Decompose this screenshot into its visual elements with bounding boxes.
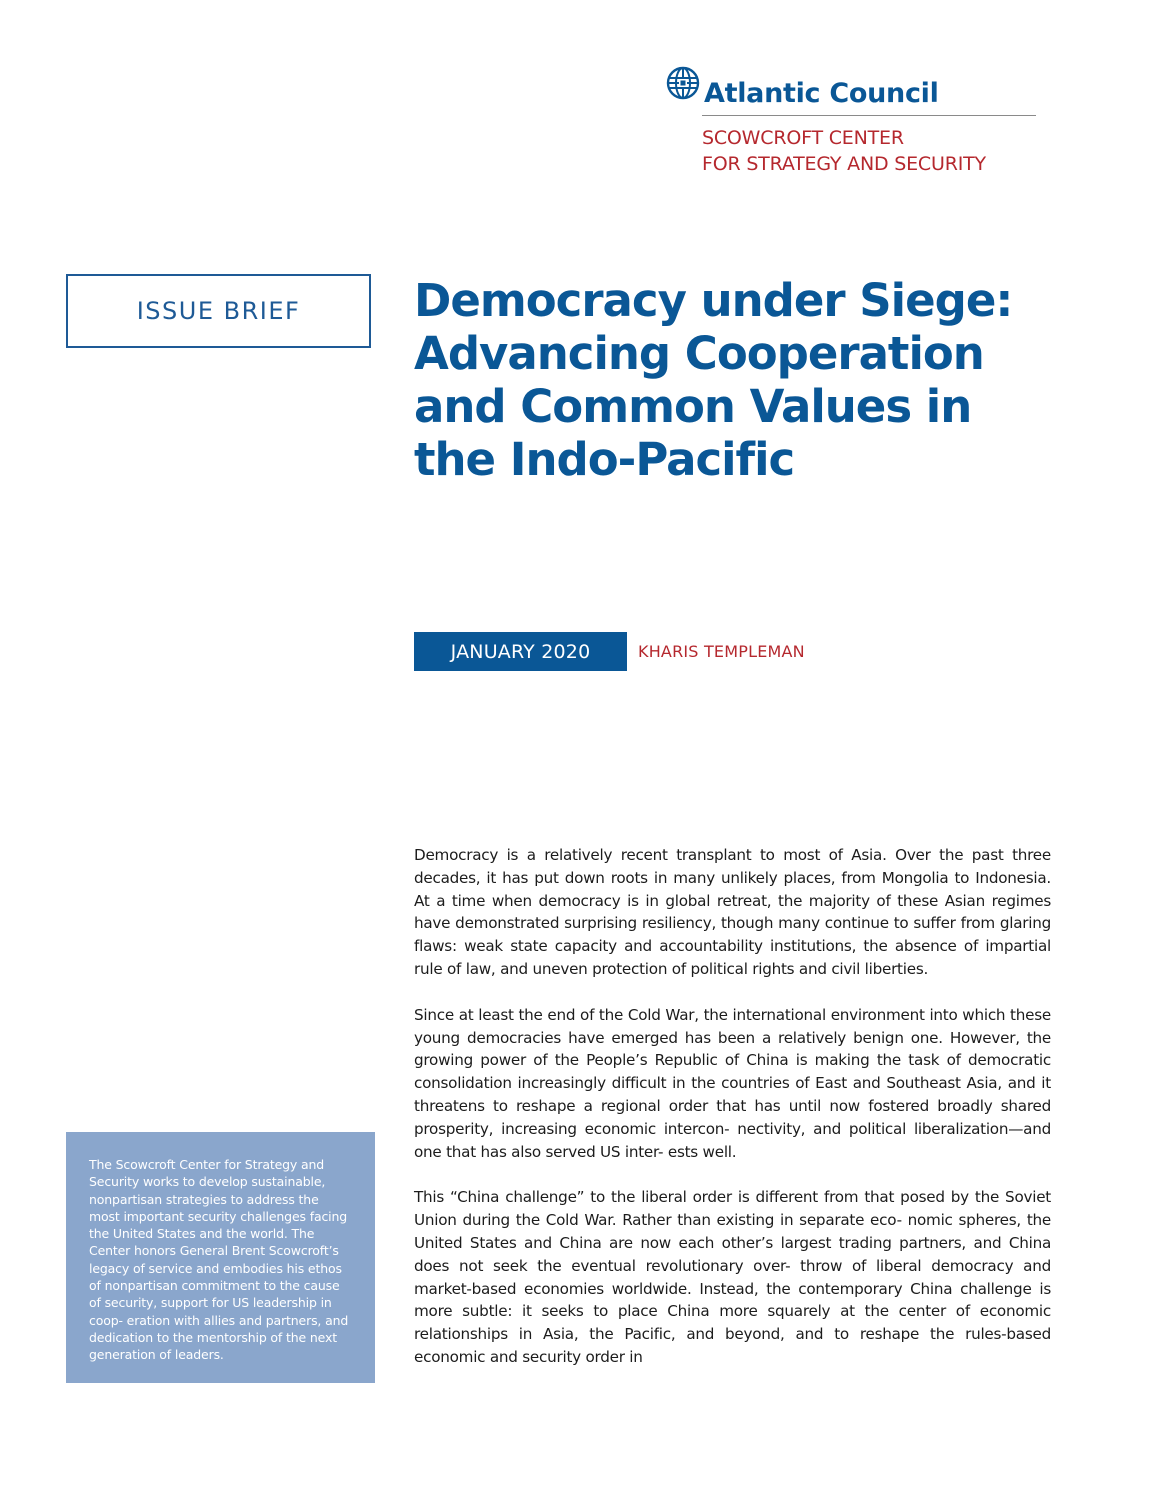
body-paragraph-2: Since at least the end of the Cold War, the international environment into which these young democracies have emerged has been a relatively benign one. However, the growing power of the People’s Republic of China is making the task of democratic consolidation increasingly difficult in the countries of East and Southeast Asia, and it threatens to reshape a regional order that has until now fostered broadly shared prosperity, increasing economic intercon- nectivity, and political liberalization—and one that has also served US inter- ests well.	[414, 1005, 1051, 1161]
title-line-1: Democracy under Siege:	[414, 274, 1013, 327]
date-badge: JANUARY 2020	[414, 632, 627, 671]
issue-brief-box	[66, 274, 371, 348]
body-paragraph-1: Democracy is a relatively recent transplant to most of Asia. Over the past three decades, it has put down roots in many unlikely places, from Mongolia to Indonesia. At a time when democracy is in global retreat, the majority of these Asian regimes have demonstrated surprising resiliency, though many continue to suffer from glaring flaws: weak state capacity and accountability institutions, the absence of impartial rule of law, and uneven protection of political rights and civil liberties.	[414, 846, 1051, 978]
title-line-4: the Indo-Pacific	[414, 433, 795, 486]
logo-divider	[702, 115, 1036, 116]
title-line-2: Advancing Cooperation	[414, 327, 984, 380]
atlantic-council-logo	[666, 64, 1036, 175]
center-description-sidebar	[66, 1132, 375, 1383]
author-name: KHARIS TEMPLEMAN	[638, 642, 805, 661]
title-line-3: and Common Values in	[414, 380, 972, 433]
logo-row	[666, 64, 1036, 109]
body-paragraph-3: This “China challenge” to the liberal order is different from that posed by the Soviet Union during the Cold War. Rather than existing in separate eco- nomic spheres, the United States and China are now each other’s largest trading partners, and China does not seek the eventual revolutionary over- throw of liberal democracy and market-based economies worldwide. Instead, the contemporary China challenge is more subtle: it seeks to place China more squarely at the center of economic relationships in Asia, the Pacific, and beyond, and to reshape the rules-based economic and security order in	[414, 1188, 1051, 1366]
center-name-line1: SCOWCROFT CENTER	[702, 127, 904, 149]
document-title	[414, 274, 1064, 486]
org-name: Atlantic Council	[704, 78, 939, 109]
sidebar-text: The Scowcroft Center for Strategy and Security works to develop sustainable, nonpartisan strategies to address the most important security challenges facing the United States and the world. The Center honors General Brent Scowcroft’s legacy of service and embodies his ethos of nonpartisan commitment to the cause of security, support for US leadership in coop- eration with allies and partners, and dedication to the mentorship of the next generation of leaders.	[89, 1157, 349, 1363]
body-text	[414, 844, 1051, 1392]
globe-icon	[666, 66, 700, 100]
center-name-line2: FOR STRATEGY AND SECURITY	[702, 153, 986, 175]
issue-brief-label: ISSUE BRIEF	[136, 297, 301, 325]
center-name	[702, 125, 986, 177]
